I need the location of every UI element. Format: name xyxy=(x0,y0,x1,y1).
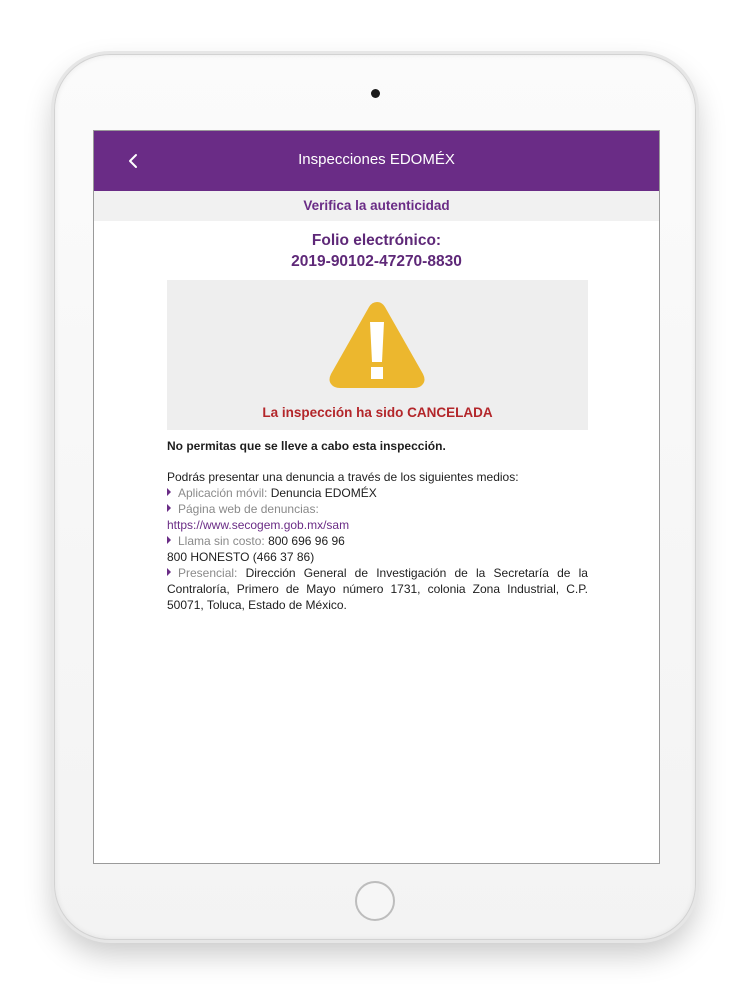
bullet-triangle-icon xyxy=(167,504,171,512)
list-item-web xyxy=(167,501,588,517)
complaint-url-link[interactable]: https://www.secogem.gob.mx/sam xyxy=(167,518,350,532)
camera xyxy=(371,89,380,98)
bullet-triangle-icon xyxy=(167,488,171,496)
verify-subheader: Verifica la autenticidad xyxy=(94,191,659,221)
phone-number-alt[interactable]: 800 HONESTO (466 37 86) xyxy=(167,550,315,564)
phone-number[interactable]: 800 696 96 96 xyxy=(268,534,345,548)
item-label: Llama sin costo: xyxy=(178,534,265,548)
bullet-triangle-icon xyxy=(167,568,171,576)
bullet-triangle-icon xyxy=(167,536,171,544)
item-value: Denuncia EDOMÉX xyxy=(270,486,377,500)
warning-icon xyxy=(327,298,427,390)
app-header xyxy=(94,131,659,191)
item-label: Aplicación móvil: xyxy=(178,486,268,500)
address-text: Dirección General de Investigación de la Secretaría de la Contraloría, Primero de Mayo número 1731, colonia Zona Industrial, C.P. 50071, Toluca, Estado de México. xyxy=(167,566,588,612)
item-label: Presencial: xyxy=(178,566,238,580)
intro-text: Podrás presentar una denuncia a través de los siguientes medios: xyxy=(167,470,519,484)
warning-text: No permitas que se lleve a cabo esta inspección. xyxy=(167,439,446,453)
app-screen xyxy=(93,130,660,864)
folio-label: Folio electrónico: xyxy=(311,232,442,249)
complaint-info xyxy=(167,469,588,613)
list-item-inperson xyxy=(167,565,588,613)
list-item-phone xyxy=(167,533,588,549)
list-item-app xyxy=(167,485,588,501)
home-button[interactable] xyxy=(355,881,395,921)
alert-message: La inspección ha sido CANCELADA xyxy=(262,405,493,420)
app-title: Inspecciones EDOMÉX xyxy=(298,151,455,168)
item-label: Página web de denuncias: xyxy=(178,502,319,516)
alert-box xyxy=(167,280,588,430)
folio-number: 2019-90102-47270-8830 xyxy=(291,253,462,270)
